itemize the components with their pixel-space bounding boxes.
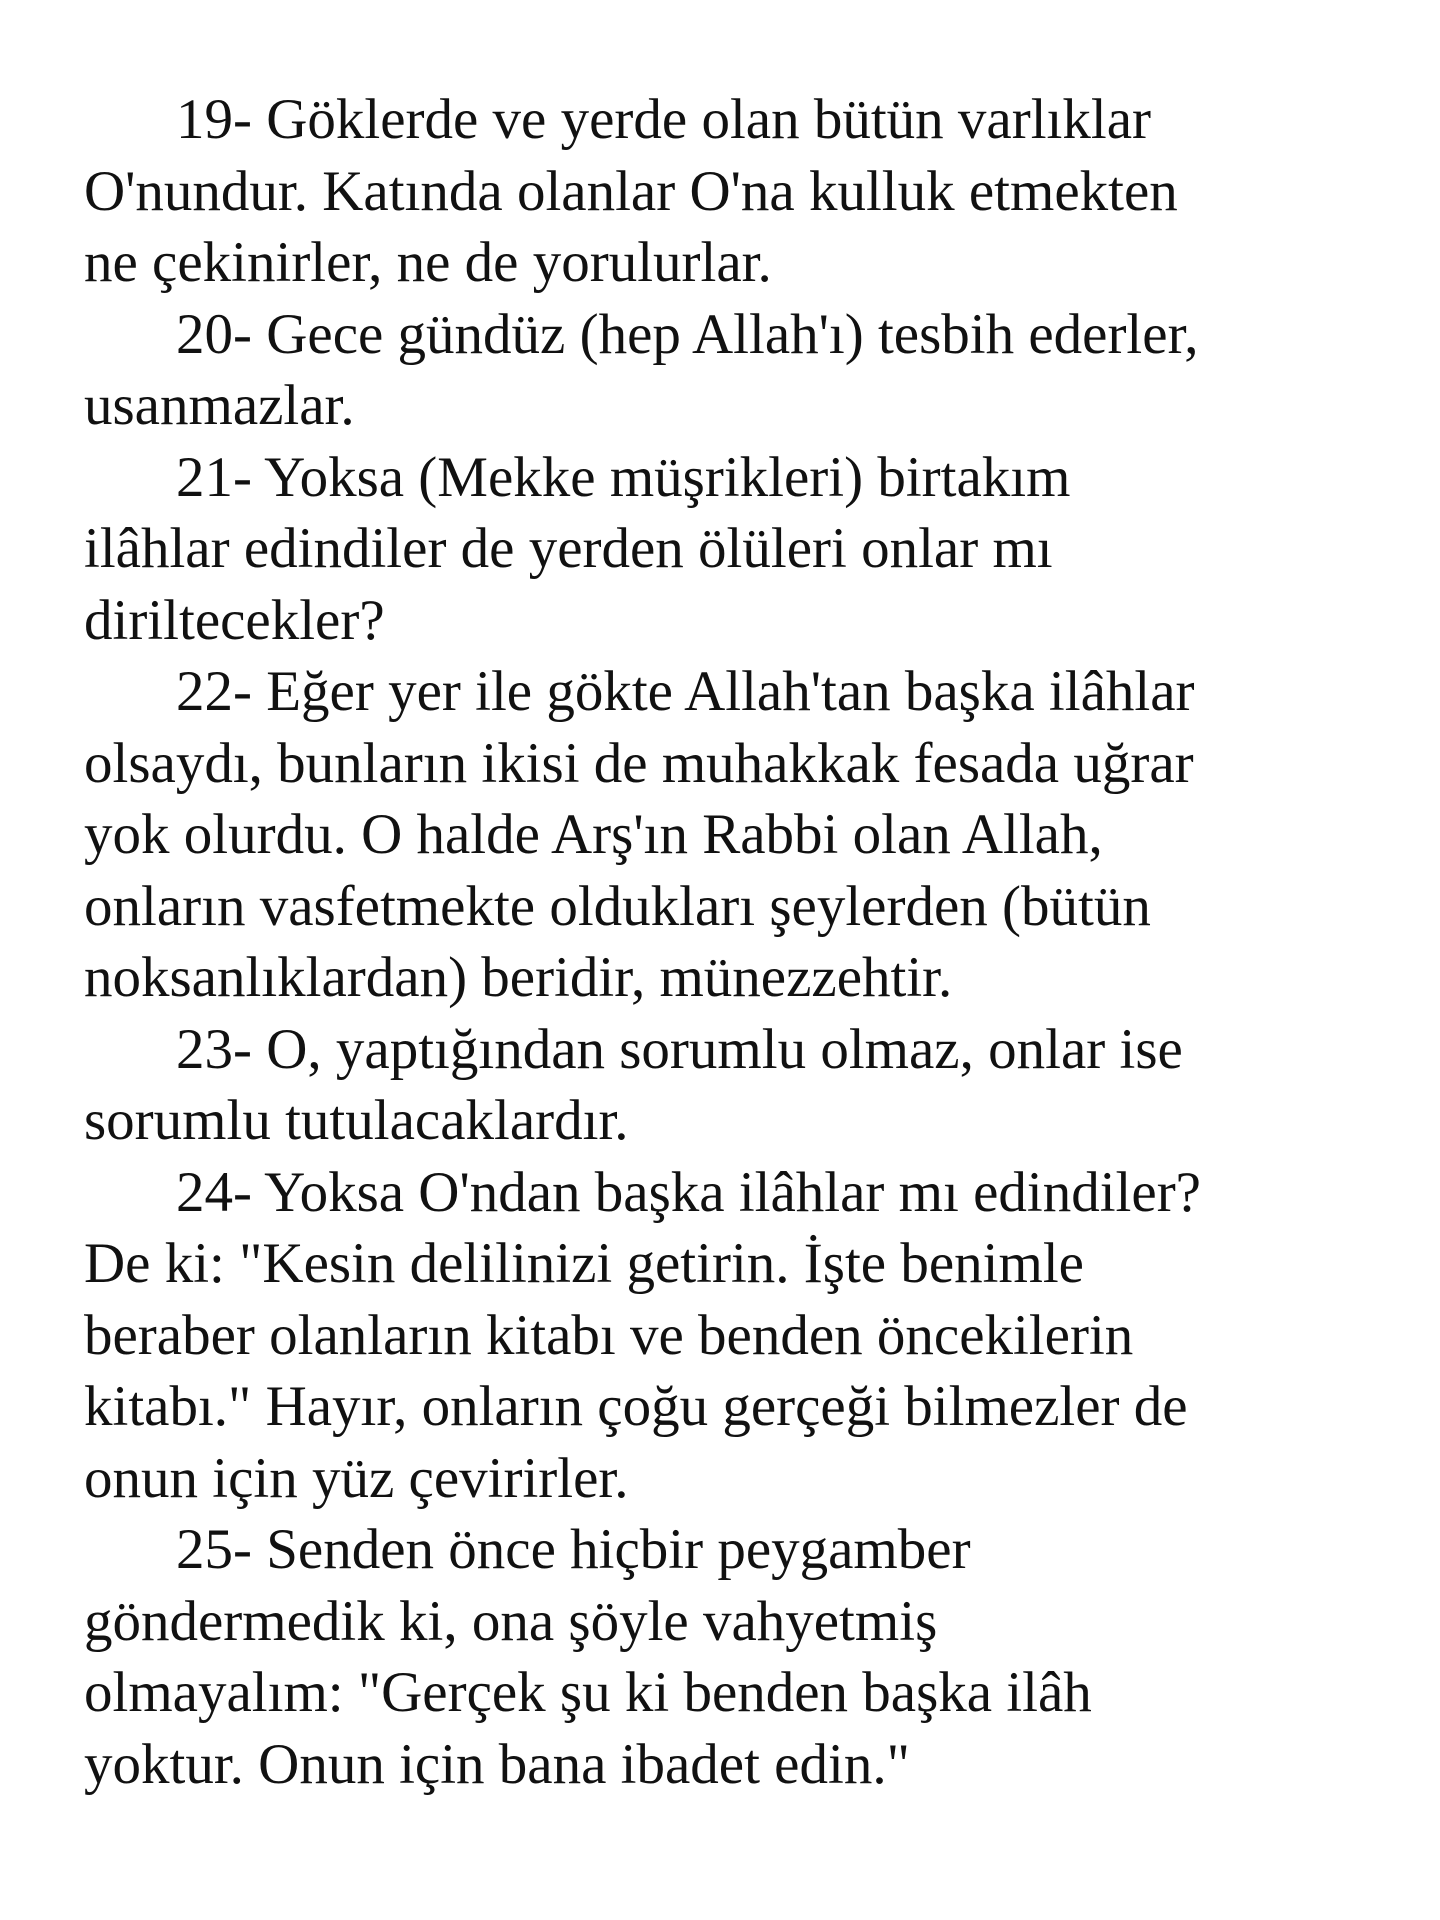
verse-24-line-5: onun için yüz çevirirler. <box>84 1446 629 1510</box>
verse-22 <box>84 656 1384 1014</box>
verse-22-line-5: noksanlıklardan) beridir, münezzehtir. <box>84 946 953 1009</box>
verse-22-line-4: onların vasfetmekte oldukları şeylerden (bütün <box>84 874 1151 938</box>
verse-24-line-2: De ki: "Kesin delilinizi getirin. İşte benimle <box>84 1232 1084 1295</box>
verse-23-line-2: sorumlu tutulacaklardır. <box>84 1089 629 1152</box>
verse-23-line-1: 23- O, yaptığından sorumlu olmaz, onlar ise <box>176 1017 1183 1081</box>
verse-25 <box>84 1514 1384 1800</box>
verse-22-line-2: olsaydı, bunların ikisi de muhakkak fesada uğrar <box>84 731 1194 795</box>
verse-19-line-2: O'nundur. Katında olanlar O'na kulluk etmekten <box>84 159 1178 223</box>
verse-25-line-4: yoktur. Onun için bana ibadet edin." <box>84 1732 910 1796</box>
verse-19-line-3: ne çekinirler, ne de yorulurlar. <box>84 231 772 294</box>
verse-25-line-2: göndermedik ki, ona şöyle vahyetmiş <box>84 1589 938 1653</box>
verse-25-line-1: 25- Senden önce hiçbir peygamber <box>176 1518 971 1581</box>
verse-24-line-3: beraber olanların kitabı ve benden öncekilerin <box>84 1303 1134 1367</box>
verse-19-line-1: 19- Göklerde ve yerde olan bütün varlıklar <box>176 88 1151 151</box>
verse-24-line-1: 24- Yoksa O'ndan başka ilâhlar mı edindiler? <box>176 1160 1201 1224</box>
verse-21 <box>84 442 1384 657</box>
verse-23 <box>84 1014 1384 1157</box>
verse-25-line-3: olmayalım: "Gerçek şu ki benden başka ilâh <box>84 1661 1092 1724</box>
verse-21-line-3: diriltecekler? <box>84 588 385 652</box>
verse-20-line-2: usanmazlar. <box>84 374 355 437</box>
verse-21-line-2: ilâhlar edindiler de yerden ölüleri onlar mı <box>84 517 1053 580</box>
verse-21-line-1: 21- Yoksa (Mekke müşrikleri) birtakım <box>176 445 1071 509</box>
verse-19 <box>84 84 1384 299</box>
verse-22-line-3: yok olurdu. O halde Arş'ın Rabbi olan Allah, <box>84 803 1103 866</box>
verse-24-line-4: kitabı." Hayır, onların çoğu gerçeği bilmezler de <box>84 1375 1188 1438</box>
verse-20-line-1: 20- Gece gündüz (hep Allah'ı) tesbih ederler, <box>176 302 1199 366</box>
verse-text-block <box>84 84 1384 1800</box>
verse-20 <box>84 299 1384 442</box>
verse-22-line-1: 22- Eğer yer ile gökte Allah'tan başka ilâhlar <box>176 660 1195 723</box>
verse-24 <box>84 1157 1384 1515</box>
